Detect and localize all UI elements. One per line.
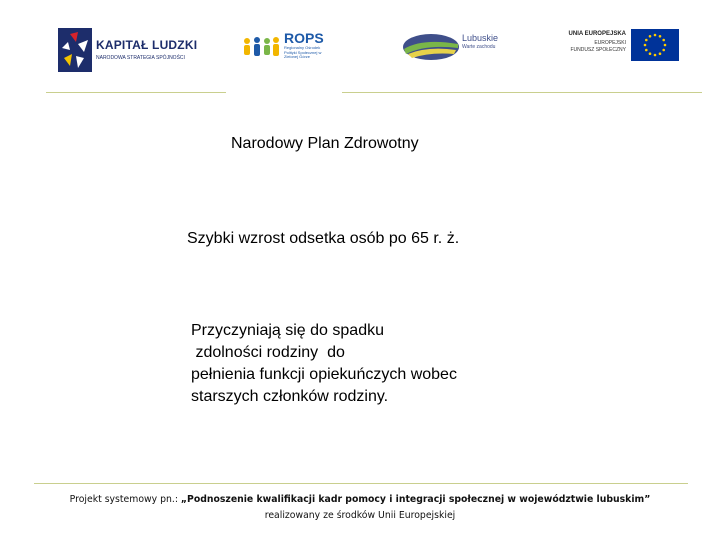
eu-subtitle-line2: FUNDUSZ SPOŁECZNY — [570, 46, 626, 53]
eu-subtitle — [570, 40, 626, 53]
rops-logo — [242, 30, 332, 66]
rops-people-icon — [242, 36, 282, 60]
kapital-ludzki-logo — [58, 28, 198, 72]
header-divider-right — [342, 92, 702, 93]
header-divider-left — [46, 92, 226, 93]
slide-heading: Narodowy Plan Zdrowotny — [231, 135, 419, 152]
kapital-ludzki-emblem-icon — [58, 28, 92, 72]
rops-subtitle: Regionalny Ośrodek Polityki Społecznej w Zielonej Górze — [284, 45, 322, 59]
footer-divider — [34, 483, 688, 484]
slide-statement: Szybki wzrost odsetka osób po 65 r. ż. — [187, 230, 460, 247]
eu-logo — [560, 28, 682, 64]
lubuskie-subtitle: Warte zachodu — [462, 44, 496, 50]
eu-title: UNIA EUROPEJSKA — [568, 31, 626, 37]
footer — [0, 492, 720, 524]
kapital-ludzki-subtitle: NARODOWA STRATEGIA SPÓJNOŚCI — [96, 55, 185, 61]
lubuskie-title: Lubuskie — [462, 33, 499, 43]
kapital-ludzki-title: KAPITAŁ LUDZKI — [96, 38, 198, 52]
lubuskie-logo — [402, 30, 512, 64]
eu-subtitle-line1: EUROPEJSKI — [594, 40, 626, 46]
footer-line2: realizowany ze środków Unii Europejskiej — [264, 510, 456, 521]
lubuskie-landscape-icon — [402, 32, 460, 62]
footer-line1 — [0, 492, 720, 508]
footer-prefix: Projekt systemowy pn.: — [69, 494, 181, 505]
rops-title: ROPS — [284, 30, 324, 46]
footer-project-name: „Podnoszenie kwalifikacji kadr pomocy i integracji społecznej w województwie lubuskim” — [180, 494, 651, 505]
slide-paragraph: Przyczyniają się do spadku zdolności rodziny do pełnienia funkcji opiekuńczych wobec starszych członków rodziny. — [191, 322, 457, 405]
eu-flag-icon — [631, 29, 679, 61]
